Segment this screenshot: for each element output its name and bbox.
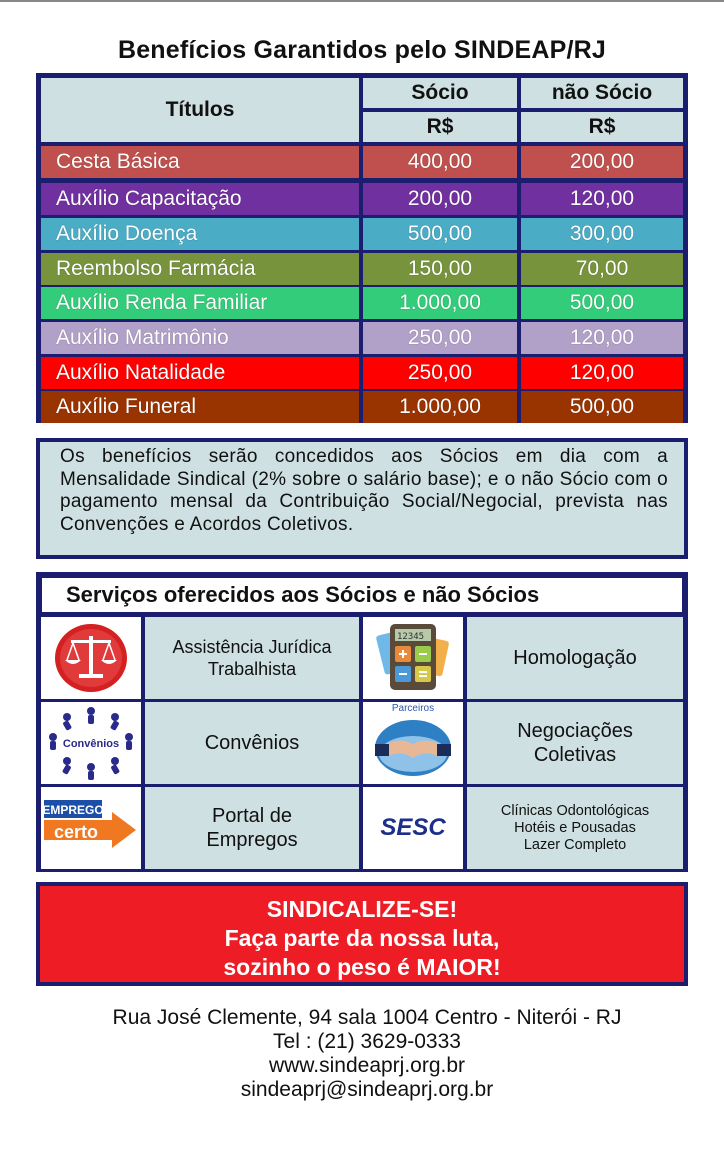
benefit-nao-socio-value: 120,00 (521, 322, 683, 354)
benefit-name: Auxílio Funeral (41, 391, 359, 423)
page-title: Benefícios Garantidos pelo SINDEAP/RJ (117, 36, 607, 64)
benefit-name: Cesta Básica (41, 146, 359, 178)
negociacoes-line-1: Negociações (517, 720, 633, 742)
benefit-name: Auxílio Capacitação (41, 183, 359, 215)
banner-line-2: Faça parte da nossa luta, (224, 925, 500, 951)
top-border (0, 0, 724, 2)
benefit-socio-value: 250,00 (363, 357, 517, 389)
emprego-icon-text-1: EMPREGO (42, 803, 104, 817)
service-negociacoes (363, 702, 683, 784)
benefit-nao-socio-value: 500,00 (521, 391, 683, 423)
benefits-table (36, 73, 688, 423)
scales-icon (41, 617, 141, 699)
service-convenios (41, 702, 359, 784)
parceiros-text: Parceiros (391, 703, 435, 714)
services-header: Serviços oferecidos aos Sócios e não Sócios (42, 578, 682, 612)
benefit-name: Auxílio Natalidade (41, 357, 359, 389)
calculator-icon (363, 617, 463, 699)
benefit-nao-socio-value: 120,00 (521, 183, 683, 215)
benefit-name: Auxílio Doença (41, 218, 359, 250)
benefit-socio-value: 400,00 (363, 146, 517, 178)
footer-phone: Tel : (21) 3629-0333 (273, 1030, 461, 1053)
header-currency-socio: R$ (363, 112, 517, 142)
service-portal-empregos (41, 787, 359, 869)
service-juridica (41, 617, 359, 699)
benefit-socio-value: 250,00 (363, 322, 517, 354)
service-homologacao (363, 617, 683, 699)
banner-line-3: sozinho o peso é MAIOR! (223, 954, 501, 980)
service-portal-label (145, 787, 359, 869)
header-currency-nao-socio: R$ (521, 112, 683, 142)
emprego-icon-text-2: certo (53, 822, 99, 842)
benefit-socio-value: 1.000,00 (363, 391, 517, 423)
sesc-logo-text: SESC (380, 814, 446, 841)
banner-line-1: SINDICALIZE-SE! (266, 896, 458, 922)
benefit-socio-value: 1.000,00 (363, 287, 517, 319)
sesc-line-3: Lazer Completo (523, 836, 627, 853)
sesc-line-2: Hotéis e Pousadas (514, 819, 636, 836)
portal-line-2: Empregos (206, 829, 298, 851)
benefit-name: Reembolso Farmácia (41, 253, 359, 285)
header-socio: Sócio (363, 78, 517, 108)
benefit-nao-socio-value: 500,00 (521, 287, 683, 319)
benefit-nao-socio-value: 200,00 (521, 146, 683, 178)
benefit-name: Auxílio Renda Familiar (41, 287, 359, 319)
benefit-socio-value: 500,00 (363, 218, 517, 250)
negociacoes-line-2: Coletivas (533, 744, 617, 766)
header-titulos: Títulos (41, 78, 359, 142)
footer-email[interactable]: sindeaprj@sindeaprj.org.br (240, 1078, 494, 1101)
convenios-icon-text: Convênios (62, 738, 120, 750)
juridica-line-2: Trabalhista (207, 659, 297, 679)
benefit-socio-value: 200,00 (363, 183, 517, 215)
benefit-name: Auxílio Matrimônio (41, 322, 359, 354)
service-convenios-label: Convênios (145, 702, 359, 784)
juridica-line-1: Assistência Jurídica (172, 637, 332, 657)
benefit-socio-value: 150,00 (363, 253, 517, 285)
footer-website[interactable]: www.sindeaprj.org.br (268, 1054, 466, 1077)
benefit-nao-socio-value: 70,00 (521, 253, 683, 285)
handshake-icon (363, 702, 463, 784)
portal-line-1: Portal de (211, 805, 293, 827)
header-nao-socio: não Sócio (521, 78, 683, 108)
calc-display: 12345 (397, 632, 425, 642)
service-sesc-label (467, 787, 683, 869)
contact-footer (0, 1006, 724, 1102)
service-juridica-label (145, 617, 359, 699)
service-negociacoes-label (467, 702, 683, 784)
sindicalize-banner (36, 882, 688, 986)
benefit-nao-socio-value: 120,00 (521, 357, 683, 389)
emprego-certo-logo (41, 787, 141, 869)
benefit-nao-socio-value: 300,00 (521, 218, 683, 250)
sesc-line-1: Clínicas Odontológicas (500, 802, 650, 819)
service-sesc (363, 787, 683, 869)
services-panel (36, 572, 688, 872)
service-homologacao-label: Homologação (467, 617, 683, 699)
benefits-note: Os benefícios serão concedidos aos Sócios em dia com a Mensalidade Sindical (2% sobre o salário base); e o não Sócio com o pagamento mensal da Contribuição Social/Negocial, prevista nas Convenções e Acordos Coletivos. (36, 438, 688, 559)
sesc-logo (363, 787, 463, 869)
people-network-icon (41, 702, 141, 784)
footer-address: Rua José Clemente, 94 sala 1004 Centro - Niterói - RJ (112, 1006, 622, 1029)
